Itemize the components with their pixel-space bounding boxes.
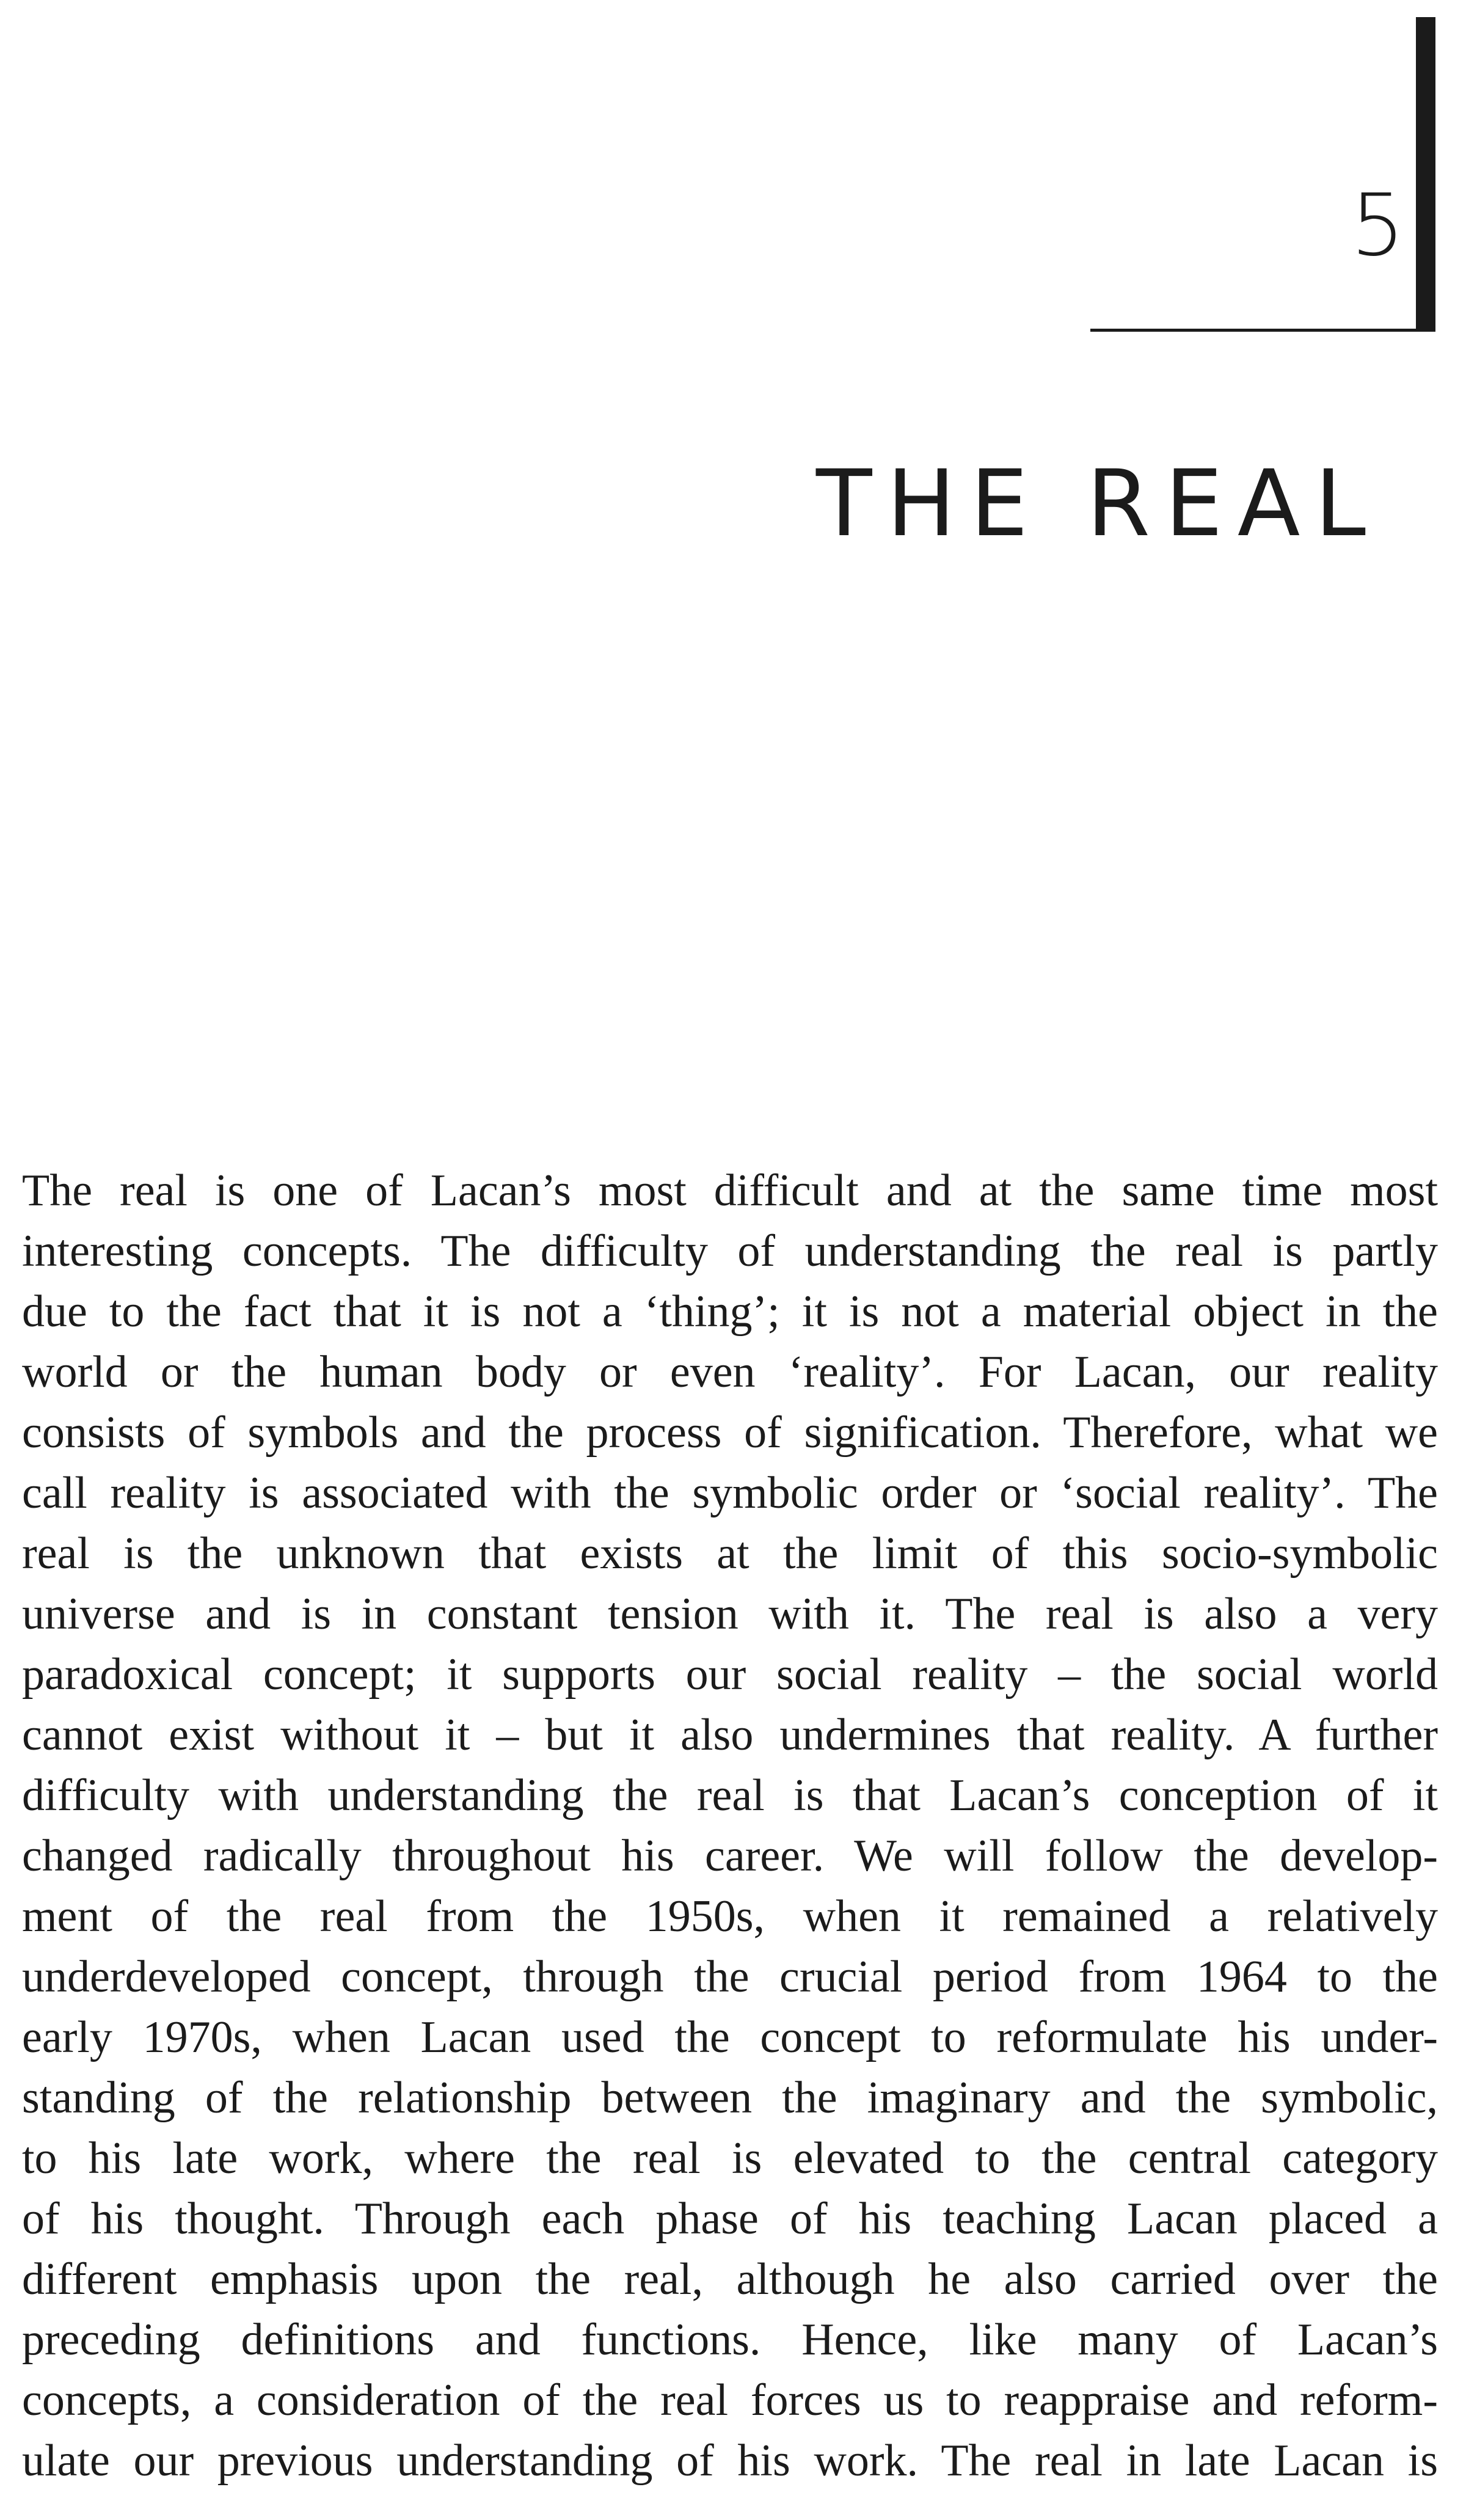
chapter-number: 5	[1350, 176, 1405, 276]
text-line: ulate our previous understanding of his work. The real in late Lacan is	[22, 2436, 1438, 2486]
text-line: real is the unknown that exists at the limit of this socio-symbolic	[22, 1528, 1438, 1579]
text-line: concepts, a consideration of the real forces us to reappraise and reform-	[22, 2375, 1438, 2425]
text-line: difficulty with understanding the real is that Lacan’s conception of it	[22, 1770, 1438, 1821]
text-line: underdeveloped concept, through the crucial period from 1964 to the	[22, 1952, 1438, 2002]
text-line: universe and is in constant tension with it. The real is also a very	[22, 1589, 1438, 1639]
text-line: paradoxical concept; it supports our social reality – the social world	[22, 1649, 1438, 1700]
text-line: due to the fact that it is not a ‘thing’; it is not a material object in the	[22, 1287, 1438, 1337]
text-line: ment of the real from the 1950s, when it remained a relatively	[22, 1891, 1438, 1941]
text-line: consists of symbols and the process of signification. Therefore, what we	[22, 1408, 1438, 1458]
text-line: standing of the relationship between the imaginary and the symbolic,	[22, 2073, 1438, 2123]
text-line: to his late work, where the real is elevated to the central category	[22, 2133, 1438, 2183]
text-line: world or the human body or even ‘reality’. For Lacan, our reality	[22, 1347, 1438, 1397]
text-line: cannot exist without it – but it also undermines that reality. A further	[22, 1710, 1438, 1760]
body-paragraph	[22, 1161, 1438, 2491]
text-line: different emphasis upon the real, although he also carried over the	[22, 2254, 1438, 2304]
chapter-marker-rule	[1090, 329, 1435, 332]
chapter-title: THE REAL	[815, 451, 1380, 557]
text-line: preceding definitions and functions. Hence, like many of Lacan’s	[22, 2315, 1438, 2365]
text-line: call reality is associated with the symbolic order or ‘social reality’. The	[22, 1468, 1438, 1518]
chapter-marker-bar	[1416, 17, 1435, 332]
text-line: early 1970s, when Lacan used the concept to reformulate his under-	[22, 2012, 1438, 2062]
text-line: changed radically throughout his career. We will follow the develop-	[22, 1831, 1438, 1881]
text-line: The real is one of Lacan’s most difficult and at the same time most	[22, 1166, 1438, 1216]
text-line: of his thought. Through each phase of his teaching Lacan placed a	[22, 2194, 1438, 2244]
text-line: interesting concepts. The difficulty of understanding the real is partly	[22, 1226, 1438, 1276]
